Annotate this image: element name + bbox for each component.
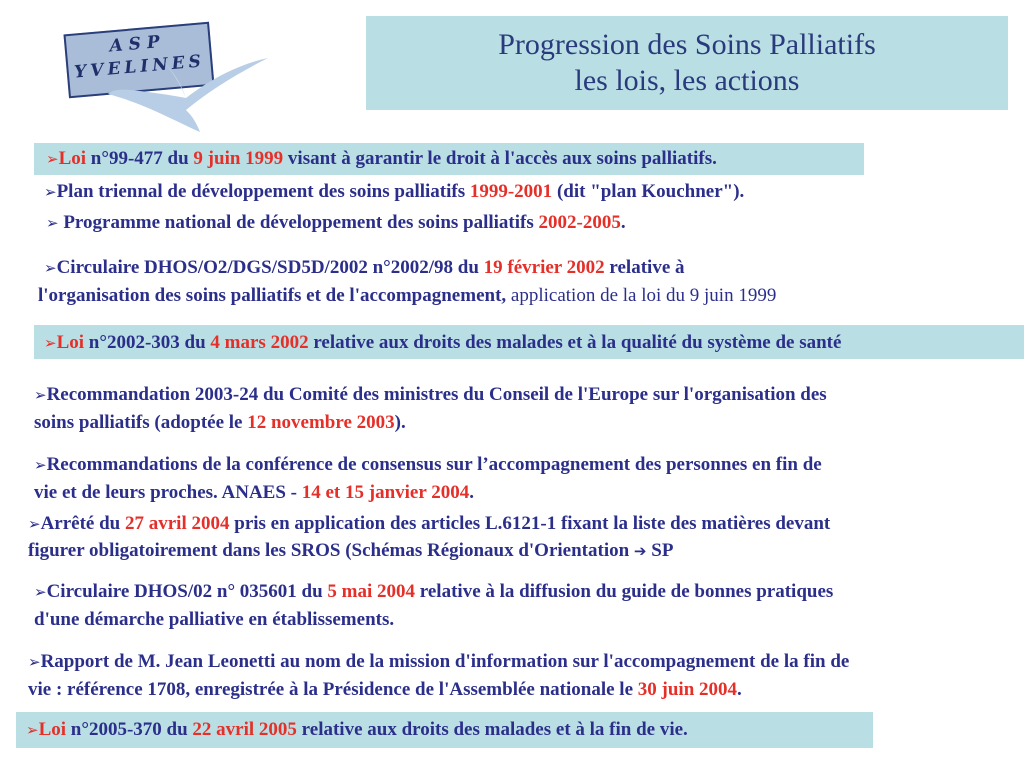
list-item-circulaire-2002: ➢Circulaire DHOS/O2/DGS/SD5D/2002 n°2002/98 du 19 février 2002 relative à xyxy=(44,257,685,278)
list-item-rapport-leonetti: ➢Rapport de M. Jean Leonetti au nom de la mission d'information sur l'accompagnement de la fin de xyxy=(28,651,850,672)
page-title: Progression des Soins Palliatifs xyxy=(498,28,876,61)
list-item-circulaire-2004: ➢Circulaire DHOS/02 n° 035601 du 5 mai 2004 relative à la diffusion du guide de bonnes pratiques xyxy=(34,581,834,602)
list-item-loi-2002: ➢Loi n°2002-303 du 4 mars 2002 relative aux droits des malades et à la qualité du système de santé xyxy=(34,325,1024,359)
bullet-arrow-icon: ➢ xyxy=(34,583,47,601)
list-item-circulaire-2002-line2: l'organisation des soins palliatifs et de l'accompagnement, application de la loi du 9 juin 1999 xyxy=(38,285,777,306)
bullet-arrow-icon: ➢ xyxy=(44,259,57,277)
list-item-arrete-2004-line2: figurer obligatoirement dans les SROS (Schémas Régionaux d'Orientation ➔ SP xyxy=(28,540,674,561)
bullet-arrow-icon: ➢ xyxy=(28,653,41,671)
list-item-circulaire-2004-line2: d'une démarche palliative en établissements. xyxy=(34,609,395,630)
list-item-loi-2005: ➢Loi n°2005-370 du 22 avril 2005 relative aux droits des malades et à la fin de vie. xyxy=(16,712,873,748)
logo-text-yvelines: YVELINES xyxy=(73,51,206,83)
title-box xyxy=(366,16,1008,110)
bullet-arrow-icon: ➢ xyxy=(46,214,59,232)
list-item-programme-national: ➢ Programme national de développement des soins palliatifs 2002-2005. xyxy=(46,212,626,233)
asp-yvelines-logo xyxy=(60,20,270,135)
arrow-right-icon: ➔ xyxy=(633,542,647,560)
bullet-arrow-icon: ➢ xyxy=(34,456,47,474)
bullet-arrow-icon: ➢ xyxy=(46,150,59,168)
page-subtitle: les lois, les actions xyxy=(574,64,800,97)
bullet-arrow-icon: ➢ xyxy=(26,721,39,739)
list-item-loi-1999: ➢Loi n°99-477 du 9 juin 1999 visant à garantir le droit à l'accès aux soins palliatifs. xyxy=(34,143,864,175)
logo-text-asp: ASP xyxy=(108,31,167,57)
list-item-rapport-leonetti-line2: vie : référence 1708, enregistrée à la Présidence de l'Assemblée nationale le 30 juin 2004. xyxy=(28,679,742,700)
bullet-arrow-icon: ➢ xyxy=(34,386,47,404)
list-item-anaes-2004-line2: vie et de leurs proches. ANAES - 14 et 15 janvier 2004. xyxy=(34,482,474,503)
bullet-arrow-icon: ➢ xyxy=(44,183,57,201)
bullet-arrow-icon: ➢ xyxy=(44,334,57,352)
bullet-arrow-icon: ➢ xyxy=(28,515,41,533)
list-item-anaes-2004: ➢Recommandations de la conférence de consensus sur l’accompagnement des personnes en fin de xyxy=(34,454,822,475)
dove-icon xyxy=(100,50,270,135)
list-item-arrete-2004: ➢Arrêté du 27 avril 2004 pris en application des articles L.6121-1 fixant la liste des matières devant xyxy=(28,513,831,534)
list-item-recommandation-2003: ➢Recommandation 2003-24 du Comité des ministres du Conseil de l'Europe sur l'organisation des xyxy=(34,384,827,405)
list-item-plan-triennal: ➢Plan triennal de développement des soins palliatifs 1999-2001 (dit "plan Kouchner"). xyxy=(44,181,745,202)
list-item-recommandation-2003-line2: soins palliatifs (adoptée le 12 novembre 2003). xyxy=(34,412,406,433)
